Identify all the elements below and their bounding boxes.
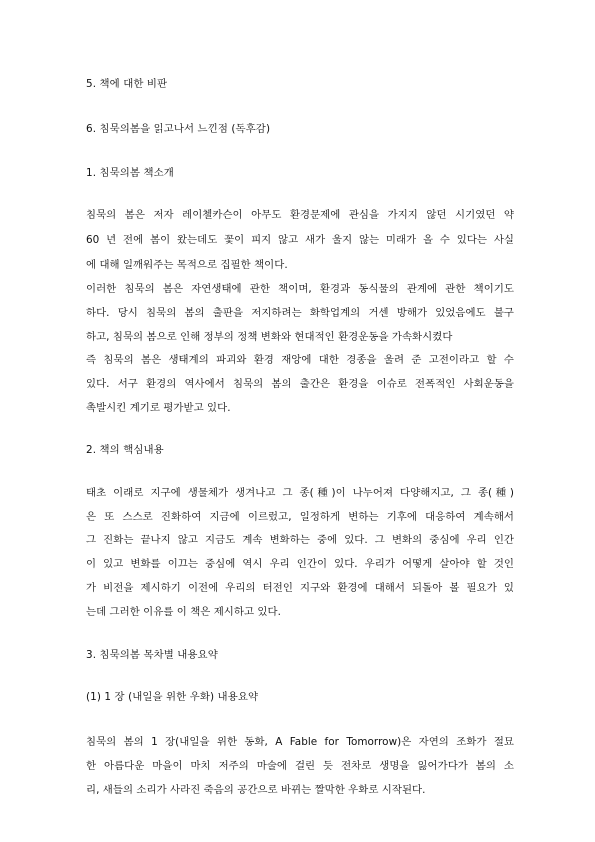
heading-review: 6. 침묵의봄을 읽고나서 느낀점 (독후감)	[86, 123, 271, 135]
heading-chapter-summary: 3. 침묵의봄 목차별 내용요약	[86, 649, 218, 661]
paragraph-line: 가 비전을 제시하기 이전에 우리의 터전인 지구와 환경에 대해서 되돌아 볼 필요가 있	[86, 582, 514, 594]
paragraph-line: 에 대해 일깨워주는 목적으로 집필한 책이다.	[86, 259, 288, 271]
paragraph-line: 리, 새들의 소리가 사라진 죽음의 공간으로 바뀌는 짤막한 우화로 시작된다.	[86, 784, 426, 796]
paragraph-line: 60 년 전에 봄이 왔는데도 꽃이 피지 않고 새가 울지 않는 미래가 올 수 있다는 사실	[86, 234, 514, 246]
heading-chapter-1: (1) 1 장 (내일을 위한 우화) 내용요약	[86, 691, 259, 703]
paragraph-line: 이러한 침묵의 봄은 자연생태에 관한 책이며, 환경과 동식물의 관계에 관한 책이기도	[86, 283, 514, 295]
paragraph-line: 촉발시킨 계기로 평가받고 있다.	[86, 402, 231, 414]
paragraph-line: 한 아름다운 마을이 마치 저주의 마술에 걸린 듯 전차로 생명을 잃어가다가 봄의 소	[86, 760, 514, 772]
heading-book-intro: 1. 침묵의봄 책소개	[86, 167, 174, 179]
paragraph-line: 침묵의 봄의 1 장(내일을 위한 동화, A Fable for Tomorrow)은 자연의 조화가 절묘	[86, 736, 514, 748]
paragraph-line: 이 있고 변화를 이끄는 중심에 역시 우리 인간이 있다. 우리가 어떻게 살아야 할 것인	[86, 558, 514, 570]
paragraph-line: 즉 침묵의 봄은 생태계의 파괴와 환경 재앙에 대한 경종을 울려 준 고전이라고 할 수	[86, 354, 514, 366]
heading-core-content: 2. 책의 핵심내용	[86, 444, 164, 456]
heading-criticism: 5. 책에 대한 비판	[86, 78, 168, 90]
paragraph-line: 은 또 스스로 진화하여 지금에 이르렀고, 일정하게 변하는 기후에 대응하여 계속해서	[86, 511, 514, 523]
paragraph-line: 하고, 침묵의 봄으로 인해 정부의 정책 변화와 현대적인 환경운동을 가속화시켰다	[86, 331, 453, 343]
paragraph-line: 는데 그러한 이유를 이 책은 제시하고 있다.	[86, 606, 281, 618]
paragraph-line: 그 진화는 끝나지 않고 지금도 계속 변화하는 중에 있다. 그 변화의 중심에 우리 인간	[86, 534, 514, 546]
paragraph-line: 태초 이래로 지구에 생물체가 생겨나고 그 종(種)이 나누어져 다양해지고, 그 종(種)	[86, 487, 514, 499]
paragraph-line: 하다. 당시 침묵의 봄의 출판을 저지하려는 화학업계의 거센 방해가 있었음에도 불구	[86, 307, 514, 319]
paragraph-line: 침묵의 봄은 저자 레이첼카슨이 아무도 환경문제에 관심을 가지지 않던 시기였던 약	[86, 209, 514, 221]
paragraph-line: 있다. 서구 환경의 역사에서 침묵의 봄의 출간은 환경을 이슈로 전폭적인 사회운동을	[86, 378, 514, 390]
